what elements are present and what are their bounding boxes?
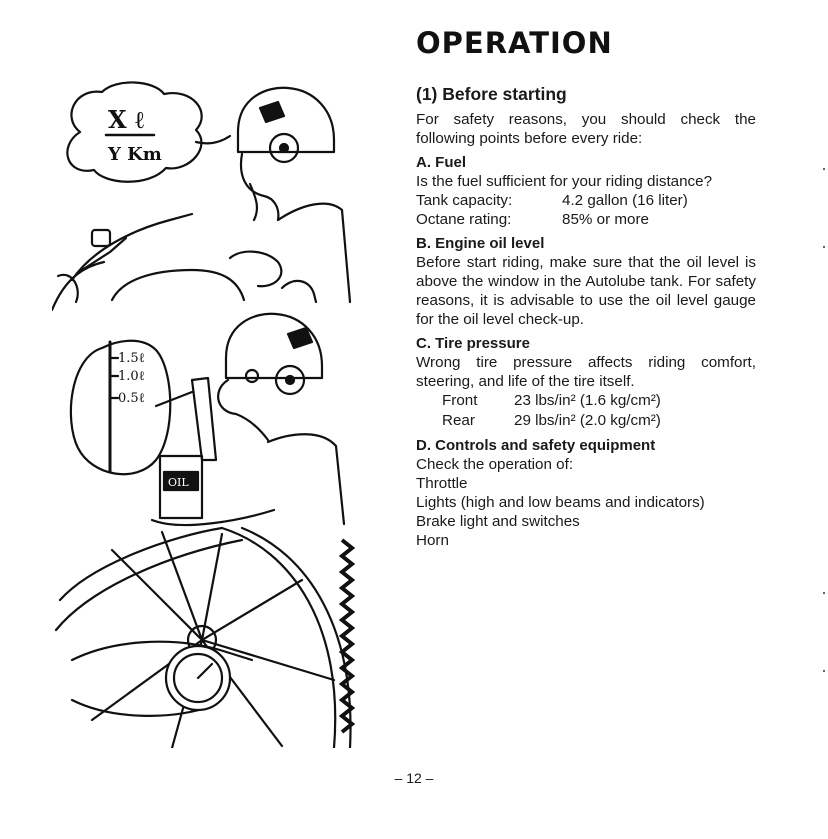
oil-heading: B. Engine oil level: [416, 235, 545, 252]
spec-row: [416, 191, 756, 210]
section-heading-before-starting: (1) Before starting: [416, 84, 567, 104]
oil-check-illustration: [71, 314, 344, 525]
bubble-line1: X ℓ: [108, 105, 144, 134]
section-intro: For safety reasons, you should check the following points before every ride:: [416, 111, 756, 147]
oil-can-label: OIL: [168, 476, 189, 489]
fuel-text: Is the fuel sufficient for your riding distance?: [416, 173, 713, 190]
fuel-heading: A. Fuel: [416, 154, 467, 171]
scan-speck: [823, 670, 825, 672]
tire-row: [416, 391, 756, 411]
spec-row: [416, 210, 756, 229]
illustration-column: [52, 80, 364, 748]
tire-value: 29 lbs/in² (2.0 kg/cm²): [514, 412, 661, 429]
gauge-mark-3: 0.5ℓ: [118, 391, 145, 406]
tire-heading: C. Tire pressure: [416, 335, 530, 352]
page-number: – 12 –: [394, 770, 434, 786]
scan-speck: [823, 246, 825, 248]
fuel-check-illustration: [52, 82, 350, 310]
bubble-line2: Y Km: [108, 144, 162, 165]
page-title: OPERATION: [416, 26, 613, 60]
controls-heading: D. Controls and safety equipment: [416, 437, 656, 454]
oil-text: Before start riding, make sure that the oil level is above the window in the Autolube tank. For safety reasons, it is advisable to use the oil level gauge for the oil level check-up.: [416, 254, 756, 328]
helmet-icon: [238, 88, 334, 152]
helmet-icon-2: [226, 314, 322, 378]
gauge-mark-1: 1.5ℓ: [118, 351, 145, 366]
tire-label: Rear: [442, 412, 475, 429]
gauge-mark-2: 1.0ℓ: [118, 369, 145, 384]
controls-intro: Check the operation of:: [416, 456, 574, 473]
tire-row: [416, 411, 756, 431]
controls-item: Horn: [416, 532, 449, 549]
tire-value: 23 lbs/in² (1.6 kg/cm²): [514, 392, 661, 409]
controls-item: Lights (high and low beams and indicators): [416, 494, 705, 511]
controls-item: Throttle: [416, 475, 468, 492]
scan-speck: [823, 168, 825, 170]
tire-check-illustration: [56, 528, 351, 748]
text-column: [416, 26, 756, 550]
scan-speck: [823, 592, 825, 594]
spec-value: 4.2 gallon (16 liter): [562, 192, 688, 209]
spec-value: 85% or more: [562, 211, 649, 228]
tire-text: Wrong tire pressure affects riding comfort, steering, and life of the tire itself.: [416, 354, 756, 390]
spec-label: Tank capacity:: [416, 192, 513, 209]
spec-label: Octane rating:: [416, 211, 512, 228]
controls-item: Brake light and switches: [416, 513, 580, 530]
tire-label: Front: [442, 392, 478, 409]
